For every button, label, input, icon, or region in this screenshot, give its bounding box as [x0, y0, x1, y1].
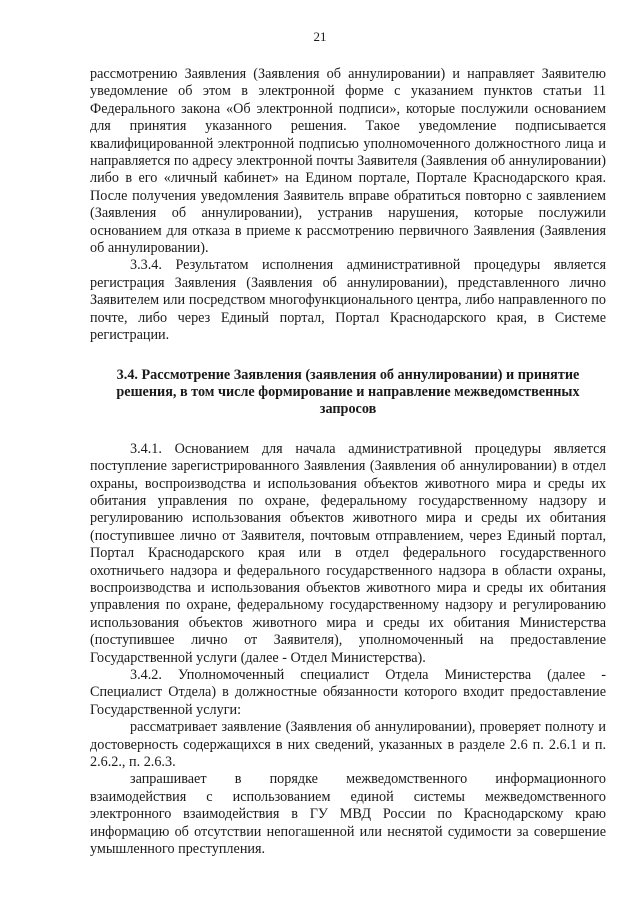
page-number: 21: [313, 29, 327, 44]
paragraph-request-duty: запрашивает в порядке межведомственного информационного взаимодействия с использованием единой системы межведомственного электронного взаимодействия в ГУ МВД России по Краснодарскому краю информацию об отсутствии непогашенной или неснятой судимости за совершение умышленного преступления.: [90, 771, 606, 858]
section-heading-3-4: 3.4. Рассмотрение Заявления (заявления об аннулировании) и принятие решения, в том числе формирование и направление межведомственных запросов: [116, 366, 580, 418]
paragraph-3-3-4: 3.3.4. Результатом исполнения административной процедуры является регистрация Заявления (Заявления об аннулировании), представленного лично Заявителем или посредством многофункционального центра, либо направленного по почте, либо через Единый портал, Портал Краснодарского края, в Системе регистрации.: [90, 257, 606, 344]
document-body: [90, 66, 606, 858]
paragraph-review-duty: рассматривает заявление (Заявления об аннулировании), проверяет полноту и достоверность содержащихся в них сведений, указанных в разделе 2.6 п. 2.6.1 и п. 2.6.2., п. 2.6.3.: [90, 719, 606, 771]
paragraph-3-4-2: 3.4.2. Уполномоченный специалист Отдела Министерства (далее - Специалист Отдела) в должностные обязанности которого входит предоставление Государственной услуги:: [90, 667, 606, 718]
paragraph-continuation: рассмотрению Заявления (Заявления об аннулировании) и направляет Заявителю уведомление об этом в электронной форме с указанием пунктов статьи 11 Федерального закона «Об электронной подписи», которые послужили основанием для принятия указанного решения. Такое уведомление подписывается квалифицированной электронной подписью уполномоченного должностного лица и направляется по адресу электронной почты Заявителя (Заявления об аннулировании) либо в его «личный кабинет» на Едином портале, Портале Краснодарского края. После получения уведомления Заявитель вправе обратиться повторно с заявлением (Заявления об аннулировании), устранив нарушения, которые послужили основанием для отказа в приеме к рассмотрению первичного Заявления (Заявления об аннулировании).: [90, 66, 606, 257]
paragraph-3-4-1: 3.4.1. Основанием для начала административной процедуры является поступление зарегистрированного Заявления (Заявления об аннулировании) в отдел охраны, воспроизводства и использования объектов животного мира и среды их обитания управления по охране, федеральному государственному надзору и регулированию использования объектов животного мира и среды их обитания (поступившее лично от Заявителя, почтовым отправлением, через Единый портал, Портал Краснодарского края или в отдел федерального государственного охотничьего надзора и федерального государственного надзора в области охраны, воспроизводства и использования объектов животного мира и среды их обитания управления по охране, федеральному государственному надзору и регулированию использования объектов животного мира и среды их обитания Министерства (поступившее лично от Заявителя), уполномоченный на предоставление Государственной услуги (далее - Отдел Министерства).: [90, 440, 606, 666]
